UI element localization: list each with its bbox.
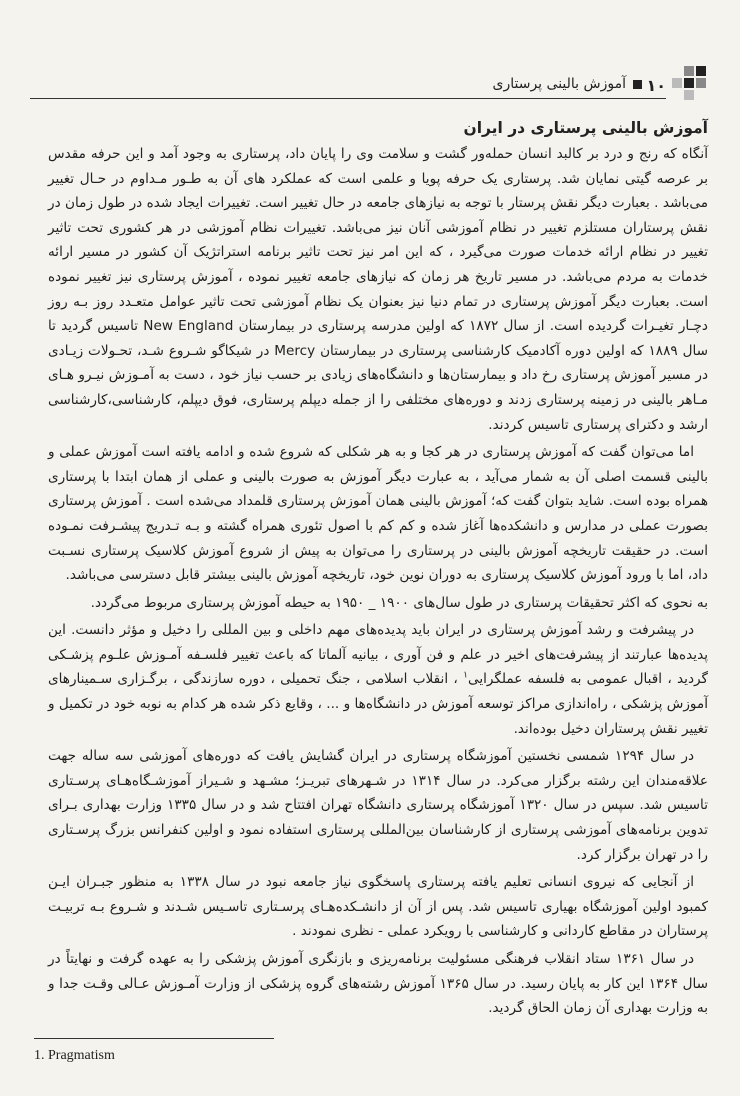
section-title: آموزش بالینی پرستاری در ایران [463, 119, 708, 137]
running-title: آموزش بالینی پرستاری [492, 76, 626, 92]
paragraph: اما می‌توان گفت که آموزش پرستاری در هر کجا و به هر شکلی که شروع شده و ادامه یافته است آموزش عملی و بالینی قسمت اصلی آن به شمار می‌آید ، به عبارت دیگر آموزش به صورت بالینی و عملی از همان ابتدا با پرستاری همراه بوده است. شاید بتوان گفت که؛ آموزش بالینی همان آموزش پرستاری قلمداد می‌شده است . آموزش پرستاری بصورت عملی در مدارس و دانشکده‌ها آغاز شده و کم کم با اصول تئوری همراه گشته و بـه تـدریج پیشـرفت نمـوده است. در حقیقت تاریخچه آموزش بالینی در پرستاری را می‌توان به پیش از شروع آموزش کلاسیک پرستاری نسـبت داد، اما با ورود آموزش کلاسیک پرستاری به دوران نوین خود، تاریخچه آموزش بالینی بیشتر قابل دسترسی می‌باشد. [48, 444, 708, 584]
page-body [48, 116, 708, 1024]
paragraph-text: ، انقلاب اسلامی ، جنگ تحمیلی ، دوره سازندگی ، برگـزاری سـمینارهای آموزش پزشکی ، راه‌اندازی مراکز توسعه آموزش در دانشگاه‌ها و ... ، وقایع ذکر شده هر کدام به نوبه خود در تکمیل و تغییر نقش پرستاران دخیل بوده‌اند. [48, 671, 708, 737]
footnote-rule [34, 1038, 274, 1039]
paragraph: به نحوی که اکثر تحقیقات پرستاری در طول سال‌های ۱۹۰۰ _ ۱۹۵۰ به حیطه آموزش پرستاری مربوط می‌گردد. [90, 594, 708, 611]
running-header [30, 72, 706, 102]
footnote: 1. Pragmatism [34, 1048, 115, 1063]
header-bullet-icon [633, 80, 642, 89]
paragraph [48, 618, 708, 741]
corner-squares-ornament [672, 66, 706, 100]
page-number: ۱۰ [646, 76, 666, 95]
paragraph: در سال ۱۳۶۱ ستاد انقلاب فرهنگی مسئولیت برنامه‌ریزی و بازنگری آموزش پزشکی را به عهده گرفت و نهایتاً در سال ۱۳۶۴ این کار به پایان رسید. در سال ۱۳۶۵ آموزش رشته‌های گروه پزشکی از وزارت آمـوزش عـالی وقـت جدا و به وزارت بهداری آن زمان الحاق گردید. [48, 951, 708, 1017]
header-rule [30, 98, 666, 99]
paragraph: آنگاه که رنج و درد بر کالبد انسان حمله‌ور گشت و سلامت وی را پایان داد، پرستاری به وجود آمد و این حرفه مقدس بر عرصه گیتی نمایان شد. پرستاری یک حرفه پویا و علمی است که عملکرد های آن به طـور مـداوم در حـال تغییر می‌باشد . بعبارت دیگر نقش پرستار با توجه به نیازهای جامعه در حال تغییر است. تغییرات ایجاد شده در طول زمان در نقش پرستاران مستلزم تغییر در نظام آموزشی آنان نیز می‌باشد. تغییرات نظام آموزشی در هر کشوری تحت تاثیر تغییر در نظام ارائه خدمات صورت می‌گیرد ، که این امر نیز تحت تاثیر برنامه استراتژیک آن کشور در مسیر ارائه خدمات به مردم می‌باشد. در مسیر تاریخ هر زمان که نیازهای جامعه تغییر نموده ، آموزش پرستاری نیز تغییر نموده است. بعبارت دیگر آموزش پرستاری در تمام دنیا نیز بعنوان یک نظام آموزشی تحت تاثیر عوامل متعـدد روز بـه روز دچـار تغیـرات گردیده است. از سال ۱۸۷۲ که اولین مدرسه پرستاری در بیمارستان New England تاسیس گردید تا سال ۱۸۸۹ که اولین دوره آکادمیک کارشناسی پرستاری در بیمارستان Mercy در شیکاگو شـروع شـد، تحـولات زیـادی در مسیر آموزش پرستاری رخ داد و بیمارستان‌ها و دانشگاه‌های زیادی بر حسب نیاز خود ، دست به آمـوزش نیـرو هـای مـاهر بالینی در زمینه پرستاری زدند و دوره‌های مختلفی را از جمله دیپلم پرستاری، فوق دیپلم، کارشناسی،کارشناسی ارشد و دکترای پرستاری تاسیس کردند. [48, 146, 708, 433]
footnote-marker: ۱ [463, 670, 468, 681]
paragraph-text: در پیشرفت و رشد آموزش پرستاری در ایران باید پدیده‌های مهم داخلی و بین المللی را دخیل و مؤثر دانست. این پدیده‌ها عبارتند از پیشرفت‌های اخیر در علم و فن آوری ، بیانیه آلماتا که باعث تغییر فلسـفه آمـوزش علـوم پزشـکی گردید ، اقبال عمومی به فلسفه عملگرایی [48, 622, 708, 688]
paragraph: در سال ۱۲۹۴ شمسی نخستین آموزشگاه پرستاری در ایران گشایش یافت که دوره‌های آموزشی سه ساله جهت علاقه‌مندان این رشته برگزار می‌کرد. در سال ۱۳۱۴ در شـهرهای تبریـز؛ مشـهد و شـیراز آموزشـگاه‌هـای پرسـتاری تاسیس شد. سپس در سال ۱۳۲۰ آموزشگاه پرستاری دانشگاه تهران افتتاح شد و در سال ۱۳۳۵ وزارت بهداری بـرای تدوین برنامه‌های آموزشی پرستاری از کارشناسان بین‌المللی پرستاری استفاده نمود و اولین کنفرانس بزرگ پرسـتاری را در تهران برگزار کرد. [48, 748, 709, 863]
paragraph: از آنجایی که نیروی انسانی تعلیم یافته پرستاری پاسخگوی نیاز جامعه نبود در سال ۱۳۳۸ به منظور جبـران ایـن کمبود اولین آموزشگاه بهیاری تاسیس شد. پس از آن از دانشـکده‌هـای پرسـتاری تاسـیس شـدند و شـروع بـه تربیـت پرستاران در مقاطع کاردانی و کارشناسی با رویکرد عملی - نظری نمودند . [48, 874, 708, 940]
